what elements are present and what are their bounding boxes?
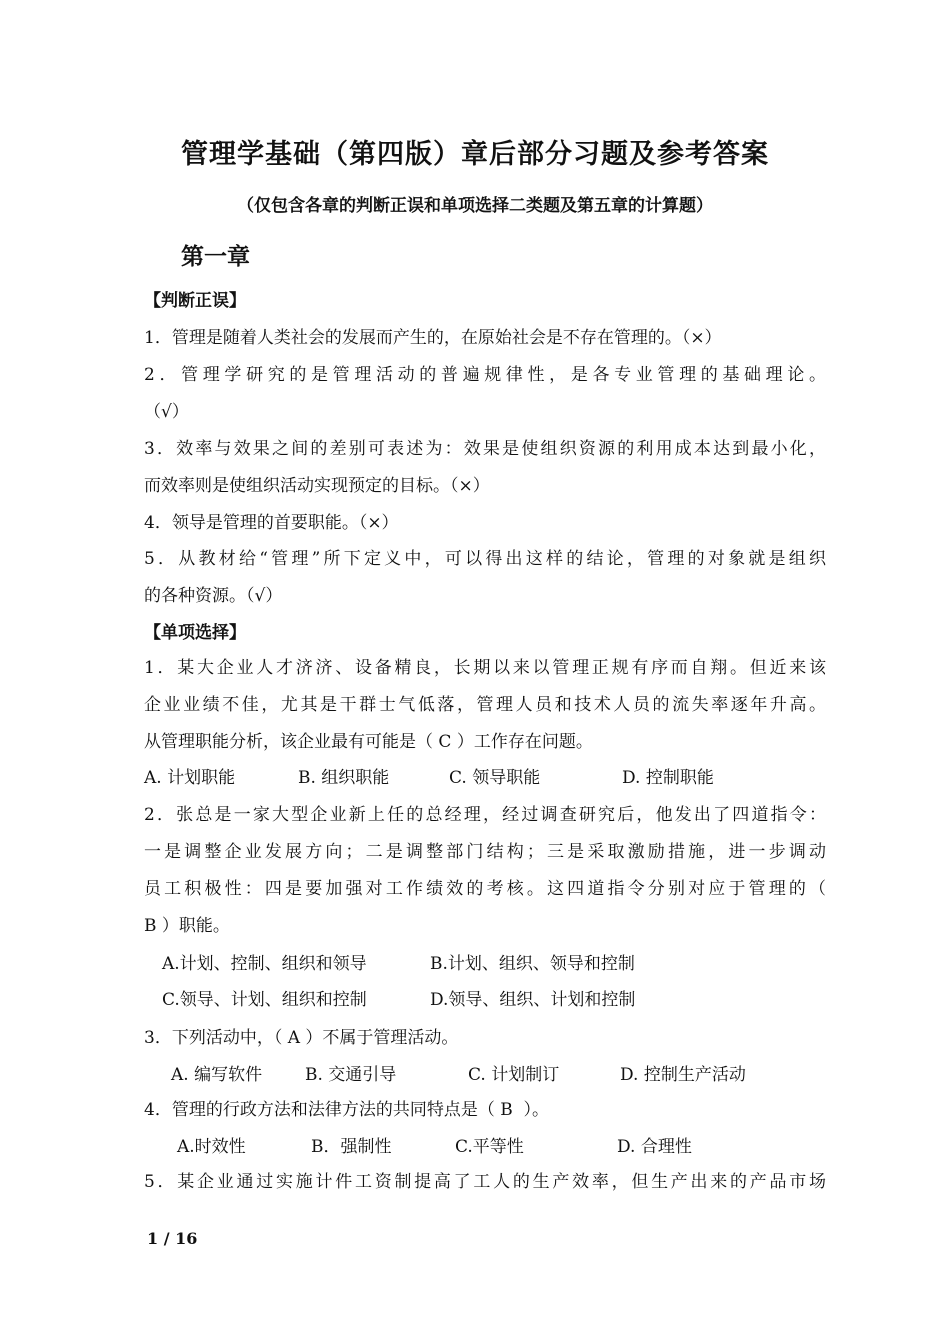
- document-title: 管理学基础（第四版）章后部分习题及参考答案: [181, 139, 769, 170]
- option: A.时效性: [177, 1137, 246, 1157]
- option: D. 控制职能: [622, 768, 714, 788]
- tf-heading: 【判断正误】: [144, 291, 246, 311]
- question-line: 从管理职能分析，该企业最有可能是（ C ）工作存在问题。: [144, 732, 593, 752]
- option: B．强制性: [311, 1137, 392, 1157]
- option: C.平等性: [455, 1137, 524, 1157]
- option: C.领导、计划、组织和控制: [162, 990, 367, 1010]
- option: C. 领导职能: [449, 768, 541, 788]
- tf-line: （√）: [144, 402, 189, 422]
- question-line: 企业业绩不佳，尤其是干群士气低落，管理人员和技术人员的流失率逐年升高。: [144, 695, 826, 715]
- tf-line: 4．领导是管理的首要职能。（×）: [144, 513, 399, 533]
- option: A. 计划职能: [144, 768, 236, 788]
- option: B. 组织职能: [298, 768, 390, 788]
- question-line: 2．张总是一家大型企业新上任的总经理，经过调查研究后，他发出了四道指令：: [144, 805, 826, 825]
- option: D.领导、组织、计划和控制: [430, 990, 636, 1010]
- option: B.计划、组织、领导和控制: [430, 954, 635, 974]
- question-line: 员工积极性：四是要加强对工作绩效的考核。这四道指令分别对应于管理的（: [144, 879, 826, 899]
- option: D. 合理性: [617, 1137, 692, 1157]
- question-line: 3．下列活动中，（ A ）不属于管理活动。: [144, 1028, 459, 1048]
- tf-line: 3．效率与效果之间的差别可表述为：效果是使组织资源的利用成本达到最小化，: [144, 439, 826, 459]
- question-line: 一是调整企业发展方向；二是调整部门结构；三是采取激励措施，进一步调动: [144, 842, 826, 862]
- option: B. 交通引导: [305, 1065, 397, 1085]
- chapter-heading: 第一章: [181, 244, 250, 270]
- option: C. 计划制订: [468, 1065, 560, 1085]
- tf-line: 5．从教材给“管理”所下定义中，可以得出这样的结论，管理的对象就是组织: [144, 549, 826, 569]
- question-line: 4．管理的行政方法和法律方法的共同特点是（ B ）。: [144, 1100, 550, 1120]
- mc-heading: 【单项选择】: [144, 623, 246, 643]
- tf-line: 2．管理学研究的是管理活动的普遍规律性，是各专业管理的基础理论。: [144, 365, 826, 385]
- tf-line: 的各种资源。（√）: [144, 586, 283, 606]
- tf-line: 1．管理是随着人类社会的发展而产生的，在原始社会是不存在管理的。（×）: [144, 328, 722, 348]
- question-line: 1．某大企业人才济济、设备精良，长期以来以管理正规有序而自翔。但近来该: [144, 658, 826, 678]
- tf-line: 而效率则是使组织活动实现预定的目标。（×）: [144, 476, 490, 496]
- option: A.计划、控制、组织和领导: [162, 954, 367, 974]
- option: A. 编写软件: [171, 1065, 263, 1085]
- document-subtitle: （仅包含各章的判断正误和单项选择二类题及第五章的计算题）: [237, 196, 713, 216]
- page-number: 1 / 16: [147, 1229, 198, 1248]
- option: D. 控制生产活动: [620, 1065, 746, 1085]
- question-line: 5．某企业通过实施计件工资制提高了工人的生产效率，但生产出来的产品市场: [144, 1172, 826, 1192]
- question-line: B ）职能。: [144, 916, 230, 936]
